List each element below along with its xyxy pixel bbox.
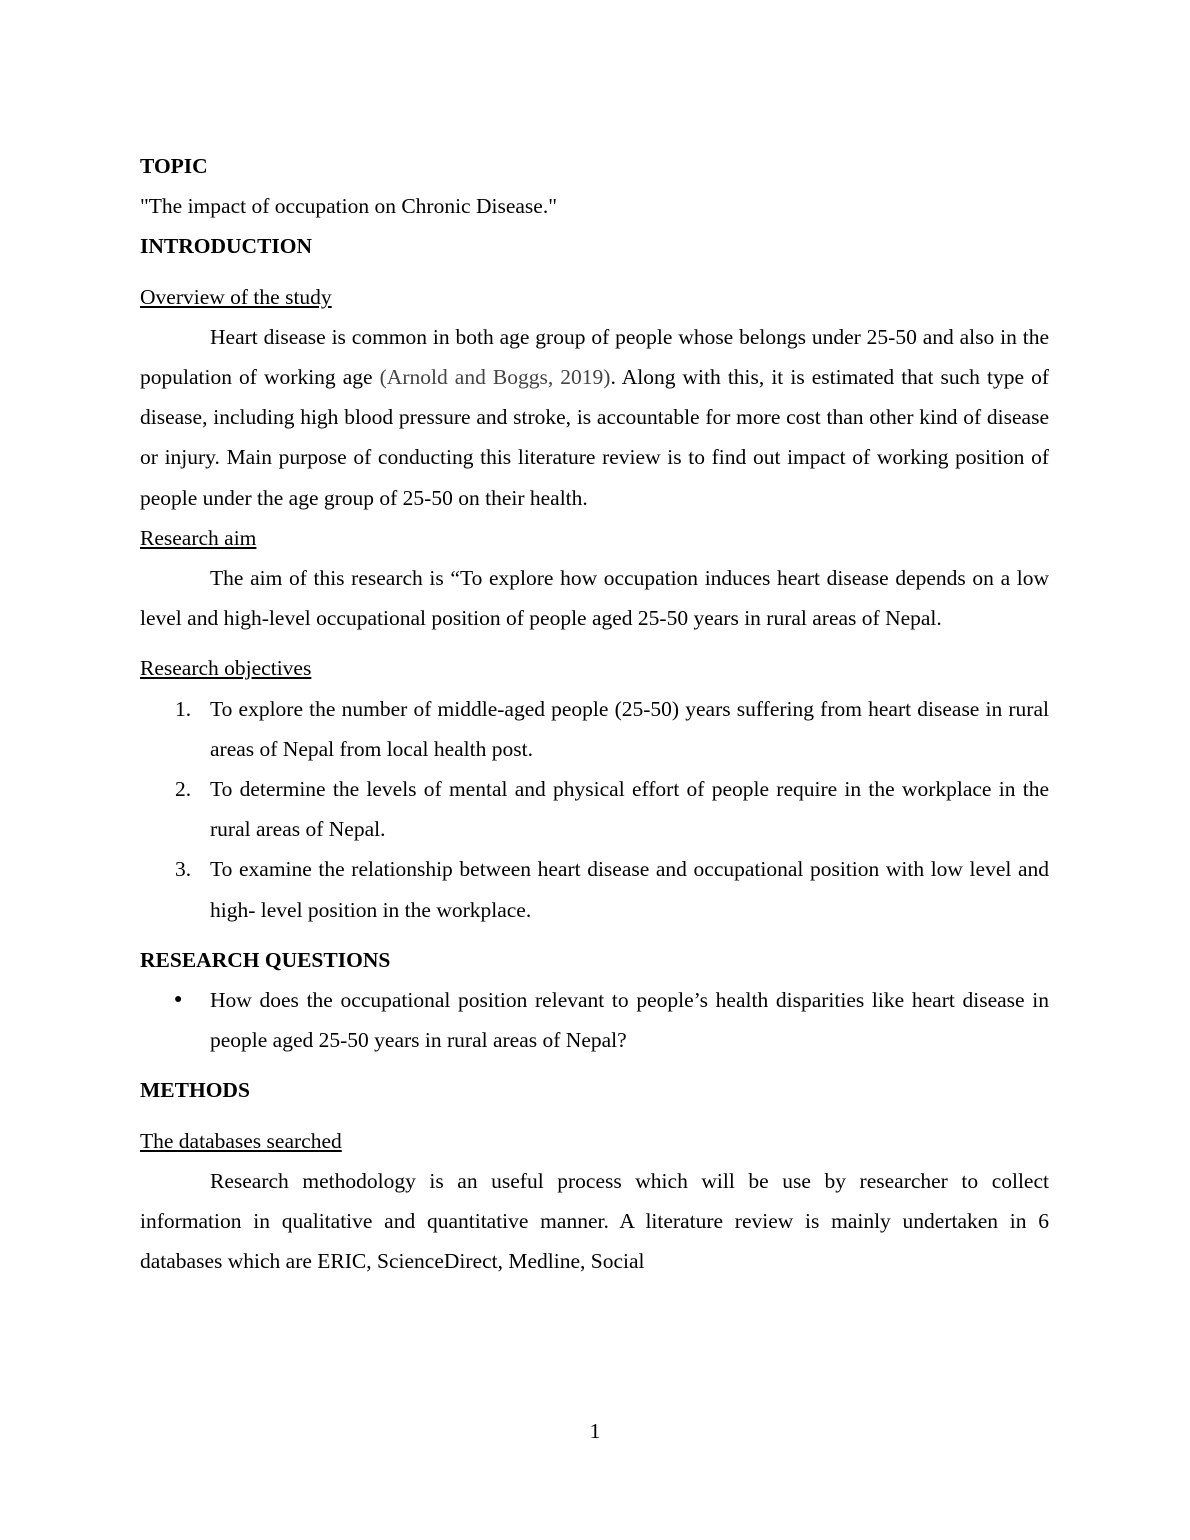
topic-heading: TOPIC [140, 154, 208, 178]
databases-subheading: The databases searched [140, 1128, 342, 1153]
research-questions-heading: RESEARCH QUESTIONS [140, 947, 391, 972]
aim-paragraph: The aim of this research is “To explore how occupation induces heart disease depends on a low level and high-level occupational position of people aged 25-50 years in rural areas of Nepal. [140, 566, 1049, 631]
objective-item [140, 769, 1049, 849]
objective-text: To explore the number of middle-aged people (25-50) years suffering from heart disease in rural areas of Nepal from local health post. [210, 696, 1049, 761]
objectives-list [140, 689, 1049, 930]
objective-number: 1. [175, 696, 192, 721]
aim-subheading: Research aim [140, 525, 257, 550]
page-number: 1 [589, 1419, 601, 1443]
topic-title: "The impact of occupation on Chronic Disease." [140, 194, 557, 219]
databases-paragraph: Research methodology is an useful process which will be use by researcher to collect information in qualitative and quantitative manner. A literature review is mainly undertaken in 6 databases which are ERIC, ScienceDirect, Medline, Social [140, 1168, 1049, 1274]
overview-subheading: Overview of the study [140, 284, 332, 309]
introduction-heading: INTRODUCTION [140, 234, 313, 259]
bullet-icon: ● [174, 992, 183, 1008]
overview-text-part1: Heart disease is common in both age group of people whose belongs under 25-50 and also in the population of working age [140, 324, 1049, 390]
research-question-text: How does the occupational position relevant to people’s health disparities like heart disease in people aged 25-50 years in rural areas of Nepal? [210, 988, 1049, 1053]
objective-number: 2. [175, 777, 192, 802]
research-questions-list [140, 980, 1049, 1060]
overview-citation: (Arnold and Boggs, 2019) [379, 365, 611, 390]
research-question-item [140, 980, 1049, 1060]
objective-item [140, 689, 1049, 769]
document-page [140, 146, 1049, 1281]
objective-text: To examine the relationship between heart disease and occupational position with low level and high- level position in the workplace. [210, 857, 1049, 922]
objective-text: To determine the levels of mental and physical effort of people require in the workplace in the rural areas of Nepal. [210, 777, 1049, 842]
overview-paragraph [140, 317, 1049, 518]
objective-number: 3. [175, 857, 192, 882]
objectives-subheading: Research objectives [140, 656, 312, 681]
overview-text-part2: . Along with this, it is estimated that such type of disease, including high blood pressure and stroke, is accountable for more cost than other kind of disease or injury. Main purpose of conducting this literature review is to find out impact of working position of people under the age group of 25-50 on their health. [140, 365, 1049, 510]
objective-item [140, 849, 1049, 929]
methods-heading: METHODS [140, 1078, 250, 1103]
